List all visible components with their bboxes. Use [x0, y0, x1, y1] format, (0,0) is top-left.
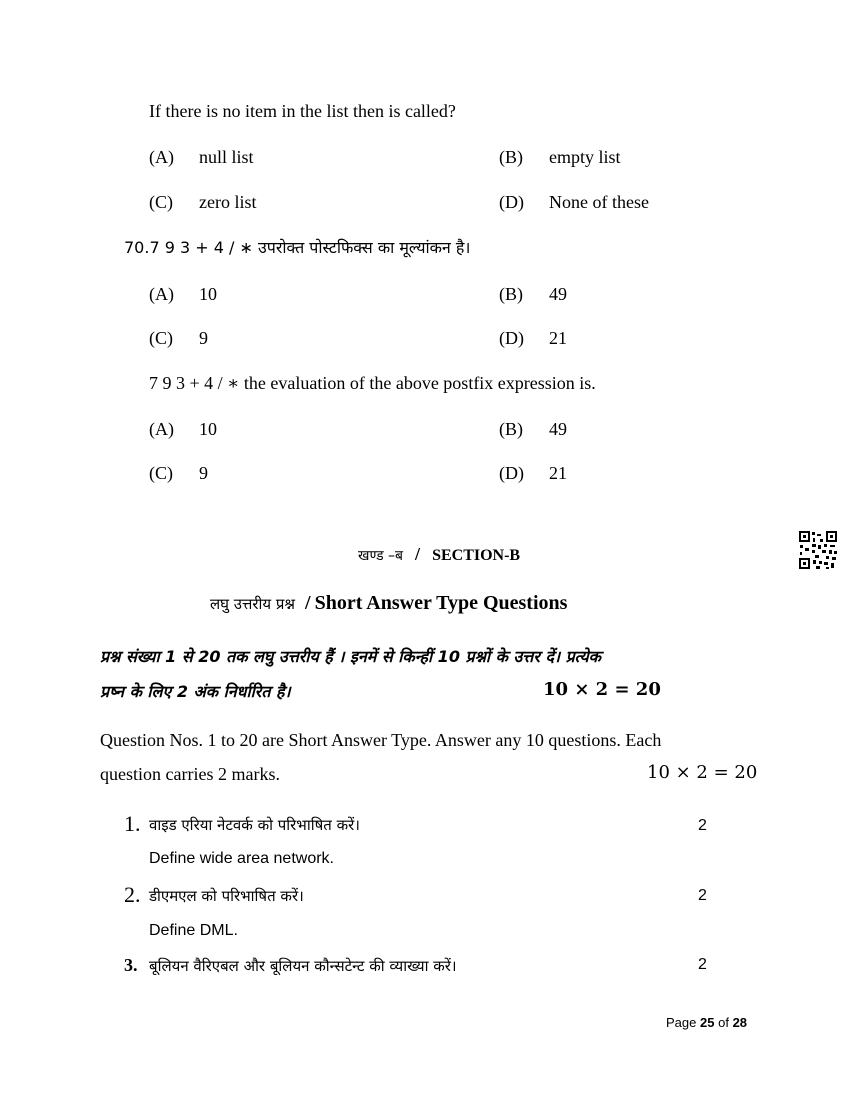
section-heading-separator: /: [415, 544, 421, 564]
question-70-hindi-text: 70.7 9 3 + 4 / ∗ उपरोक्त पोस्टफिक्स का मूल्यांकन है।: [124, 238, 471, 257]
page-number: [666, 1015, 747, 1030]
option-label: (D): [499, 328, 524, 348]
page-current: 25: [700, 1015, 715, 1030]
option-text: empty list: [549, 147, 621, 167]
total-marks-hindi: 10 × 2 = 20: [543, 679, 661, 700]
instructions-english-line2: question carries 2 marks.: [100, 764, 280, 784]
option-label: (C): [149, 192, 173, 212]
option-label: (B): [499, 419, 523, 439]
question-70-english: 7 9 3 + 4 / ∗ the evaluation of the above postfix expression is.: [149, 373, 596, 393]
option-label: (D): [499, 463, 524, 483]
option-text: 49: [549, 419, 567, 439]
instructions-english-line1: Question Nos. 1 to 20 are Short Answer Type. Answer any 10 questions. Each: [100, 730, 662, 750]
option-text: 10: [199, 284, 217, 304]
question-hindi: डीएमएल को परिभाषित करें।: [149, 887, 304, 905]
section-subheading-hindi: लघु उत्तरीय प्रश्न: [210, 595, 296, 613]
option-label: (C): [149, 328, 173, 348]
instructions-hindi-line1: प्रश्न संख्या 1 से 20 तक लघु उत्तरीय हैं । इनमें से किन्हीं 10 प्रश्नों के उत्तर दें। प्रत्येक: [100, 647, 601, 666]
question-marks: 2: [698, 887, 707, 904]
section-heading: [358, 544, 520, 565]
section-heading-english: SECTION-B: [432, 547, 521, 564]
question-number: 1.: [124, 811, 141, 836]
question-hindi: वाइड एरिया नेटवर्क को परिभाषित करें।: [149, 816, 360, 834]
section-subheading-separator: /: [305, 592, 311, 614]
option-text: zero list: [199, 192, 257, 212]
question-marks: 2: [698, 817, 707, 834]
option-text: 9: [199, 328, 208, 348]
instructions-hindi-line2: प्रष्न के लिए 2 अंक निर्धारित है।: [100, 682, 291, 701]
question-69-text: If there is no item in the list then is called?: [149, 101, 456, 121]
option-label: (A): [149, 284, 174, 304]
section-heading-hindi: खण्ड –ब: [358, 548, 404, 564]
question-70-hindi: [124, 236, 470, 258]
option-label: (B): [499, 284, 523, 304]
total-marks-english: 10 × 2 = 20: [647, 762, 758, 783]
question-english: Define wide area network.: [149, 850, 334, 867]
question-number: 3.: [124, 955, 138, 975]
option-label: (A): [149, 147, 174, 167]
section-subheading: [210, 592, 567, 615]
option-text: null list: [199, 147, 254, 167]
page-total: 28: [732, 1015, 748, 1030]
option-label: (C): [149, 463, 173, 483]
question-english: Define DML.: [149, 922, 238, 939]
option-text: 9: [199, 463, 208, 483]
option-text: 49: [549, 284, 567, 304]
option-label: (A): [149, 419, 174, 439]
option-text: 21: [549, 328, 567, 348]
question-marks: 2: [698, 956, 707, 973]
option-text: 10: [199, 419, 217, 439]
section-subheading-english: Short Answer Type Questions: [314, 592, 568, 614]
page-prefix: Page: [666, 1015, 697, 1030]
question-hindi: बूलियन वैरिएबल और बूलियन कौन्सटेन्ट की व्याख्या करें।: [149, 957, 457, 975]
option-text: 21: [549, 463, 567, 483]
option-label: (B): [499, 147, 523, 167]
qr-code-icon: [798, 530, 838, 570]
page-of: of: [718, 1015, 729, 1030]
option-label: (D): [499, 192, 524, 212]
option-text: None of these: [549, 192, 649, 212]
question-number: 2.: [124, 882, 141, 907]
